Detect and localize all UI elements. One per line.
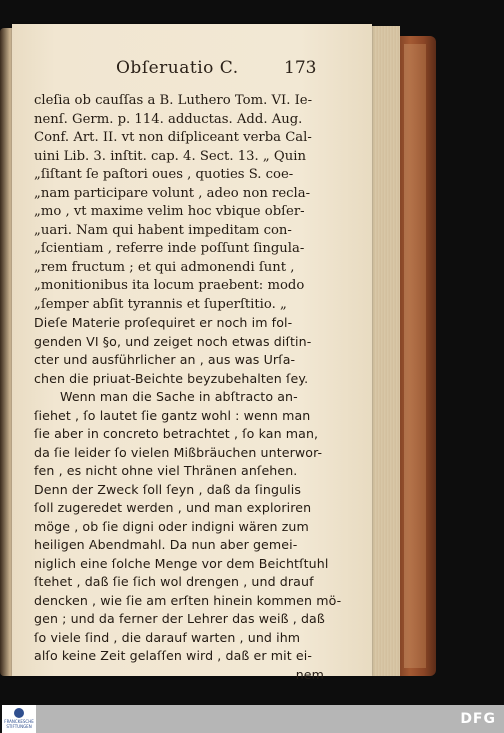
- text-line: ſoll zugeredet werden , und man exploriren: [34, 500, 312, 515]
- text-line: alſo keine Zeit gelaſſen wird , daß er mit ei-: [34, 648, 312, 663]
- text-line: Wenn man die Sache in abſtracto an-: [60, 389, 298, 404]
- text-line: „ſcientiam , referre inde poſſunt ſingula-: [34, 241, 305, 256]
- text-line: Conf. Art. II. vt non diſpliceant verba Cal-: [34, 130, 312, 145]
- book-cover-highlight: [404, 44, 426, 668]
- text-line: „nam participare volunt , adeo non recla-: [34, 185, 311, 201]
- library-emblem-icon: [14, 708, 24, 718]
- page-header: [60, 58, 320, 88]
- text-line: Denn der Zweck ſoll ſeyn , daß da ſingulis: [34, 481, 302, 497]
- library-stamp-text: FRANCKESCHE STIFTUNGEN: [4, 719, 34, 729]
- text-line: ſiehet , ſo lautet ſie gantz wohl : wenn man: [34, 407, 311, 423]
- dfg-logo: DFG: [460, 711, 496, 727]
- catchword: nem: [295, 666, 324, 682]
- text-line: da ſie leider ſo vielen Mißbräuchen unterwor-: [34, 444, 323, 460]
- text-line: heiligen Abendmahl. Da nun aber gemei-: [34, 537, 298, 552]
- body-text: [34, 92, 342, 684]
- text-line: chen die priuat-Beichte beyzubehalten ſey.: [34, 370, 309, 386]
- text-line: uini Lib. 3. inſtit. cap. 4. Sect. 13. „ Quin: [34, 148, 306, 164]
- text-line: cleſia ob cauſſas a B. Luthero Tom. VI. Ie-: [34, 93, 313, 108]
- text-line: „mo , vt maxime velim hoc vbique obſer-: [34, 204, 305, 219]
- library-stamp: [2, 705, 36, 733]
- text-line: Dieſe Materie proſequiret er noch im fol-: [34, 315, 293, 330]
- text-line: „rem fructum ; et qui admonendi ſunt ,: [34, 259, 295, 275]
- text-line: nenſ. Germ. p. 114. adductas. Add. Aug.: [34, 111, 303, 127]
- text-line: genden VI §o, und zeiget noch etwas diſtin-: [34, 333, 312, 349]
- text-line: cter und ausführlicher an , aus was Urſa-: [34, 352, 296, 367]
- text-line: „ſiſtant ſe paſtori oues , quoties S. coe-: [34, 167, 294, 182]
- text-line: ſo viele ſind , die darauf warten , und ihm: [34, 629, 301, 645]
- text-line: „uari. Nam qui habent impeditam con-: [34, 222, 292, 238]
- running-title: Obſeruatio C.: [116, 58, 239, 78]
- page-stack-edges: [368, 26, 400, 676]
- text-line: niglich eine ſolche Menge vor dem Beichtſtuhl: [34, 555, 329, 571]
- text-line: „monitionibus ita locum praebent: modo: [34, 278, 305, 293]
- footer-bar: [36, 705, 504, 733]
- text-line: fen , es nicht ohne viel Thränen anſehen.: [34, 463, 298, 478]
- text-line: „ſemper abſit tyrannis et ſuperſtitio. „: [34, 296, 287, 312]
- text-line: ſtehet , daß ſie ſich wol drengen , und drauf: [34, 574, 314, 589]
- text-line: dencken , wie ſie am erſten hinein kommen mö-: [34, 592, 342, 608]
- text-line: ſie aber in concreto betrachtet , ſo kan man,: [34, 426, 319, 441]
- page-number: 173: [284, 58, 317, 78]
- text-line: gen ; und da ferner der Lehrer das weiß , daß: [34, 611, 325, 626]
- text-line: möge , ob ſie digni oder indigni wären zum: [34, 518, 309, 534]
